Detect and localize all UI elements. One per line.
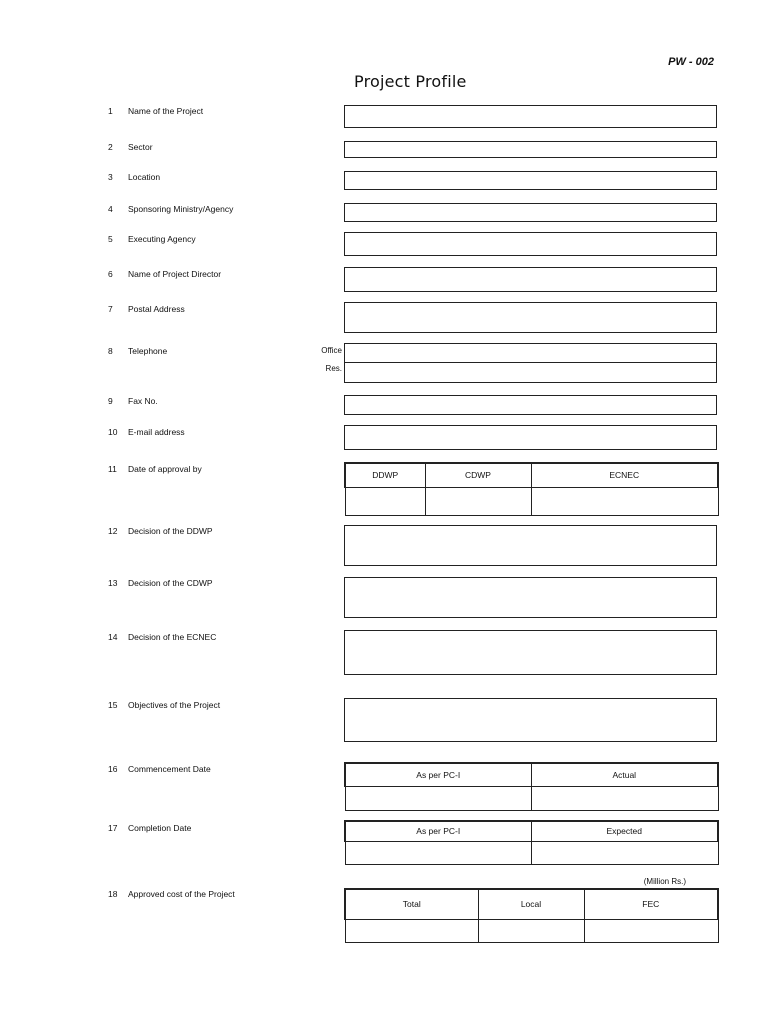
field-number: 16 [108, 764, 118, 774]
cost-local-cell[interactable] [478, 919, 584, 942]
approved-cost-table [344, 888, 719, 943]
col-total: Total [345, 889, 478, 919]
field-number: 12 [108, 526, 118, 536]
field-number: 11 [108, 464, 117, 474]
field-number: 8 [108, 346, 113, 356]
field-number: 17 [108, 823, 118, 833]
form-code: PW - 002 [668, 56, 714, 68]
label-objectives: Objectives of the Project [128, 700, 221, 710]
unit-note: (Million Rs.) [643, 877, 686, 886]
commencement-date-table [344, 762, 719, 811]
sector-field[interactable] [344, 141, 717, 158]
label-email: E-mail address [128, 427, 185, 437]
field-number: 5 [108, 234, 113, 244]
label-approval-date: Date of approval by [128, 464, 202, 474]
label-sponsoring-agency: Sponsoring Ministry/Agency [128, 204, 234, 214]
sponsoring-agency-field[interactable] [344, 203, 717, 222]
label-approved-cost: Approved cost of the Project [128, 889, 235, 899]
label-project-name: Name of the Project [128, 106, 204, 116]
col-ddwp: DDWP [345, 463, 425, 487]
label-postal-address: Postal Address [128, 304, 185, 314]
field-number: 7 [108, 304, 113, 314]
field-number: 14 [108, 632, 118, 642]
ddwp-date-cell[interactable] [345, 487, 425, 515]
fax-field[interactable] [344, 395, 717, 415]
telephone-res-field[interactable] [344, 362, 717, 383]
approval-date-table [344, 462, 719, 516]
location-field[interactable] [344, 171, 717, 190]
field-number: 9 [108, 396, 113, 406]
project-director-field[interactable] [344, 267, 717, 292]
label-sector: Sector [128, 142, 153, 152]
ddwp-decision-field[interactable] [344, 525, 717, 566]
completion-date-table [344, 820, 719, 865]
label-fax: Fax No. [128, 396, 158, 406]
label-ddwp-decision: Decision of the DDWP [128, 526, 213, 536]
label-cdwp-decision: Decision of the CDWP [128, 578, 213, 588]
field-number: 3 [108, 172, 113, 182]
col-local: Local [478, 889, 584, 919]
col-cdwp: CDWP [425, 463, 531, 487]
ecnec-date-cell[interactable] [531, 487, 718, 515]
label-office: Office [321, 346, 342, 355]
cdwp-decision-field[interactable] [344, 577, 717, 618]
field-number: 10 [108, 427, 118, 437]
cdwp-date-cell[interactable] [425, 487, 531, 515]
ecnec-decision-field[interactable] [344, 630, 717, 675]
cost-fec-cell[interactable] [584, 919, 718, 942]
project-name-field[interactable] [344, 105, 717, 128]
col-as-per-pc1: As per PC-I [345, 763, 531, 786]
field-number: 13 [108, 578, 118, 588]
label-telephone: Telephone [128, 346, 168, 356]
label-completion-date: Completion Date [128, 823, 192, 833]
field-number: 18 [108, 889, 118, 899]
commencement-pc1-cell[interactable] [345, 786, 531, 810]
col-expected: Expected [531, 821, 718, 841]
col-actual: Actual [531, 763, 718, 786]
field-number: 15 [108, 700, 118, 710]
telephone-office-field[interactable] [344, 343, 717, 363]
field-number: 4 [108, 204, 113, 214]
label-location: Location [128, 172, 161, 182]
cost-total-cell[interactable] [345, 919, 478, 942]
label-ecnec-decision: Decision of the ECNEC [128, 632, 217, 642]
field-number: 6 [108, 269, 113, 279]
commencement-actual-cell[interactable] [531, 786, 718, 810]
col-as-per-pc1: As per PC-I [345, 821, 531, 841]
label-res: Res. [325, 364, 342, 373]
col-fec: FEC [584, 889, 718, 919]
objectives-field[interactable] [344, 698, 717, 742]
postal-address-field[interactable] [344, 302, 717, 333]
page-title: Project Profile [354, 72, 467, 91]
email-field[interactable] [344, 425, 717, 450]
label-commencement-date: Commencement Date [128, 764, 211, 774]
label-project-director: Name of Project Director [128, 269, 222, 279]
label-executing-agency: Executing Agency [128, 234, 196, 244]
executing-agency-field[interactable] [344, 232, 717, 256]
col-ecnec: ECNEC [531, 463, 718, 487]
completion-expected-cell[interactable] [531, 841, 718, 864]
field-number: 2 [108, 142, 113, 152]
field-number: 1 [108, 106, 113, 116]
completion-pc1-cell[interactable] [345, 841, 531, 864]
